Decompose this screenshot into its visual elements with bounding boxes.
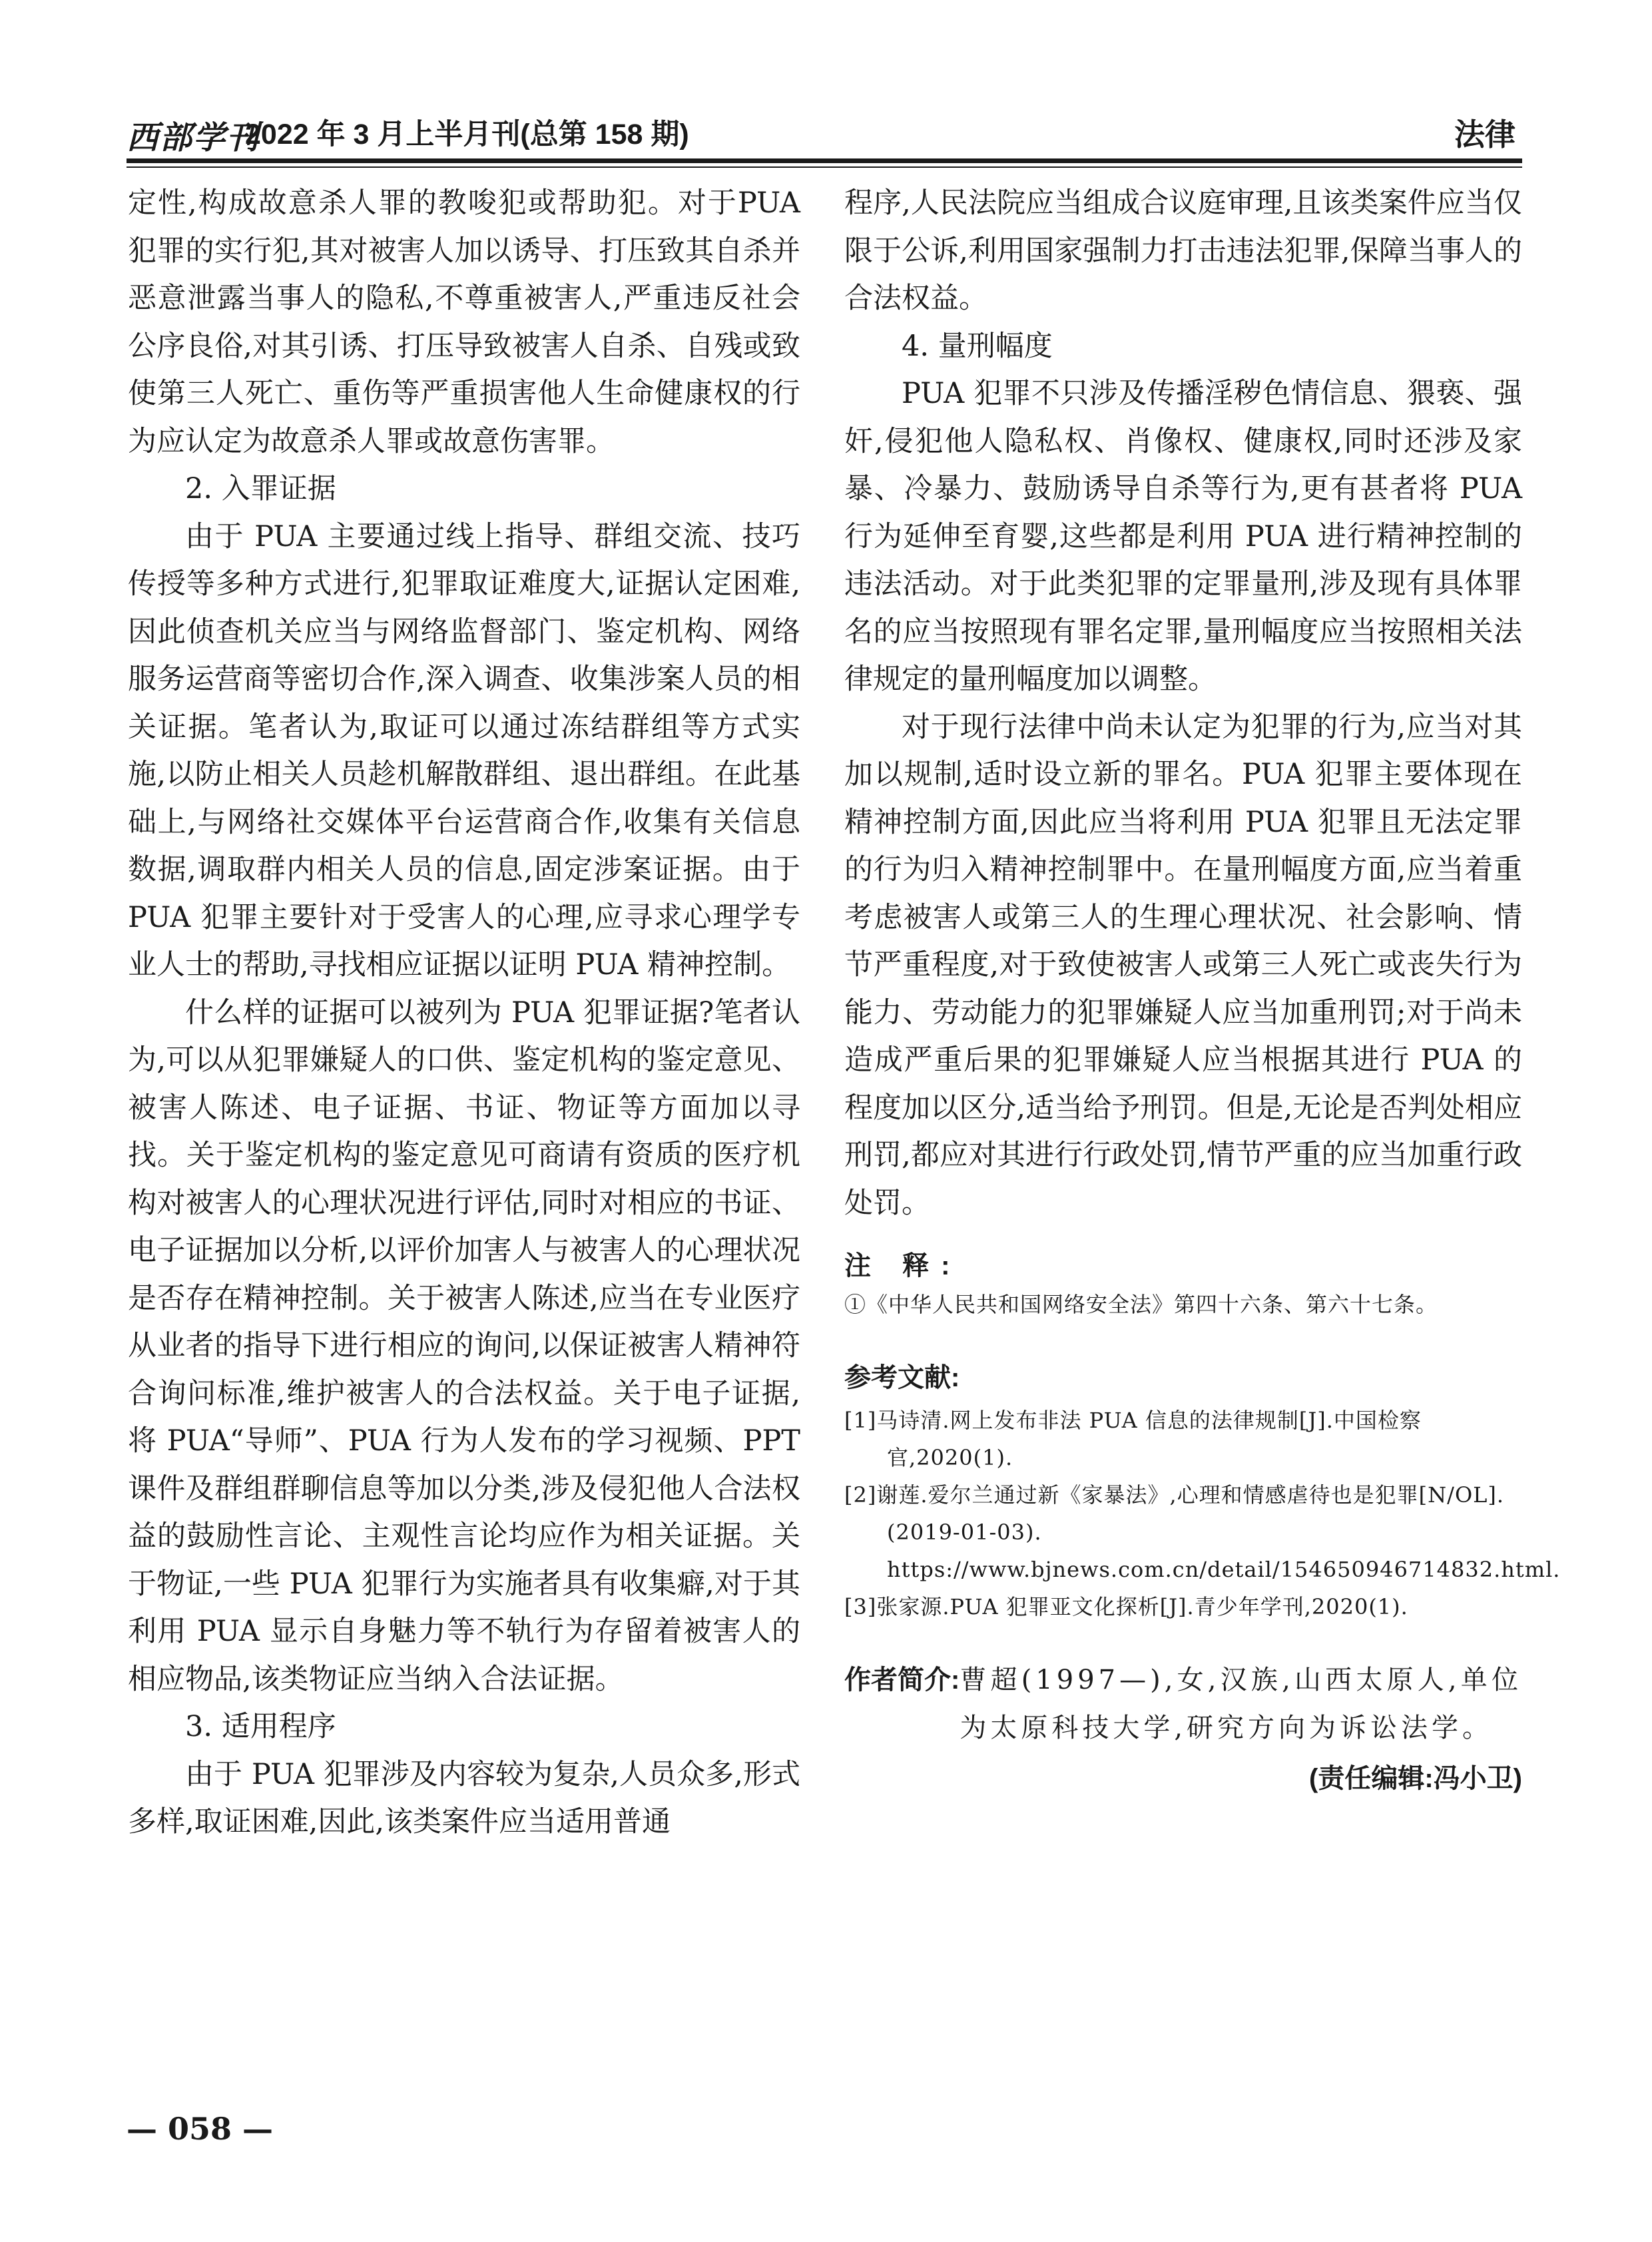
issue-info: 2022 年 3 月上半月刊(总第 158 期) bbox=[245, 119, 689, 150]
paragraph: 对于现行法律中尚未认定为犯罪的行为,应当对其加以规制,适时设立新的罪名。PUA 犯罪主要体现在精神控制方面,因此应当将利用 PUA 犯罪且无法定罪的行为归入精神控制罪中。在量刑幅度方面,应当着重考虑被害人或第三人的生理心理状况、社会影响、情节严重程度,对于致使被害人或第三人死亡或丧失行为能力、劳动能力的犯罪嫌疑人应当加重刑罚;对于尚未造成严重后果的犯罪嫌疑人应当根据其进行 PUA 的程度加以区分,适当给予刑罚。但是,无论是否判处相应刑罚,都应对其进行行政处罚,情节严重的应当加重行政处罚。 bbox=[844, 710, 1522, 1220]
paragraph: 程序,人民法院应当组成合议庭审理,且该类案件应当仅限于公诉,利用国家强制力打击违法犯罪,保障当事人的合法权益。 bbox=[844, 186, 1522, 315]
paragraph: 什么样的证据可以被列为 PUA 犯罪证据?笔者认为,可以从犯罪嫌疑人的口供、鉴定机构的鉴定意见、被害人陈述、电子证据、书证、物证等方面加以寻找。关于鉴定机构的鉴定意见可商请有资质的医疗机构对被害人的心理状况进行评估,同时对相应的书证、电子证据加以分析,以评价加害人与被害人的心理状况是否存在精神控制。关于被害人陈述,应当在专业医疗从业者的指导下进行相应的询问,以保证被害人精神符合询问标准,维护被害人的合法权益。关于电子证据,将 PUA“导师”、PUA 行为人发布的学习视频、PPT 课件及群组群聊信息等加以分类,涉及侵犯他人合法权益的鼓励性言论、主观性言论均应作为相关证据。关于物证,一些 PUA 犯罪行为实施者具有收集癖,对于其利用 PUA 显示自身魅力等不轨行为存留着被害人的相应物品,该类物证应当纳入合法证据。 bbox=[128, 995, 800, 1696]
reference-text: [3]张家源.PUA 犯罪亚文化探析[J].青少年学刊,2020(1). bbox=[844, 1594, 1408, 1619]
paragraph: 由于 PUA 犯罪涉及内容较为复杂,人员众多,形式多样,取证困难,因此,该类案件应当适用普通 bbox=[128, 1757, 800, 1838]
author-bio-label: 作者简介: bbox=[844, 1665, 960, 1695]
right-column bbox=[844, 180, 1561, 1799]
reference-text: [2]谢莲.爱尔兰通过新《家暴法》,心理和情感虐待也是犯罪[N/OL].(2019-01-03). bbox=[844, 1482, 1505, 1545]
reference-text: [1]马诗清.网上发布非法 PUA 信息的法律规制[J].中国检察官,2020(1). bbox=[844, 1408, 1422, 1470]
header-rule-thin bbox=[127, 166, 1522, 168]
notes-title: 注 释: bbox=[844, 1251, 962, 1280]
notes-section bbox=[844, 1246, 1522, 1323]
author-bio bbox=[844, 1656, 1522, 1752]
note-item: ①《中华人民共和国网络安全法》第四十六条、第六十七条。 bbox=[844, 1292, 1438, 1317]
paragraph: 由于 PUA 主要通过线上指导、群组交流、技巧传授等多种方式进行,犯罪取证难度大,证据认定困难,因此侦查机关应当与网络监督部门、鉴定机构、网络服务运营商等密切合作,深入调查、收集涉案人员的相关证据。笔者认为,取证可以通过冻结群组等方式实施,以防止相关人员趁机解散群组、退出群组。在此基础上,与网络社交媒体平台运营商合作,收集有关信息数据,调取群内相关人员的信息,固定涉案证据。由于 PUA 犯罪主要针对于受害人的心理,应寻求心理学专业人士的帮助,寻找相应证据以证明 PUA 精神控制。 bbox=[128, 519, 800, 981]
references-title: 参考文献: bbox=[844, 1363, 960, 1392]
responsible-editor: (责任编辑:冯小卫) bbox=[1309, 1764, 1522, 1793]
journal-logo: 西部学刊 bbox=[127, 119, 260, 156]
subsection-heading: 2. 入罪证据 bbox=[185, 472, 336, 505]
left-column bbox=[128, 180, 800, 1846]
page-header bbox=[0, 0, 1652, 173]
paragraph: PUA 犯罪不只涉及传播淫秽色情信息、猥亵、强奸,侵犯他人隐私权、肖像权、健康权,同时还涉及家暴、冷暴力、鼓励诱导自杀等行为,更有甚者将 PUA 行为延伸至育婴,这些都是利用 PUA 进行精神控制的违法活动。对于此类犯罪的定罪量刑,涉及现有具体罪名的应当按照现有罪名定罪,量刑幅度应当按照相关法律规定的量刑幅度加以调整。 bbox=[844, 377, 1522, 696]
header-rule-thick bbox=[127, 158, 1522, 163]
reference-item bbox=[844, 1402, 1522, 1476]
paragraph: 定性,构成故意杀人罪的教唆犯或帮助犯。对于PUA 犯罪的实行犯,其对被害人加以诱导、打压致其自杀并恶意泄露当事人的隐私,不尊重被害人,严重违反社会公序良俗,对其引诱、打压导致被害人自杀、自残或致使第三人死亡、重伤等严重损害他人生命健康权的行为应认定为故意杀人罪或故意伤害罪。 bbox=[128, 186, 800, 458]
reference-item bbox=[844, 1476, 1561, 1588]
subsection-heading: 3. 适用程序 bbox=[185, 1710, 336, 1743]
subsection-heading: 4. 量刑幅度 bbox=[902, 329, 1053, 363]
reference-url: https://www.bjnews.com.cn/detail/154650946714832.html. bbox=[887, 1557, 1561, 1582]
reference-item bbox=[844, 1588, 1522, 1625]
author-bio-text: 曹超(1997—),女,汉族,山西太原人,单位为太原科技大学,研究方向为诉讼法学。 bbox=[960, 1665, 1522, 1743]
page-number: — 058 — bbox=[127, 2111, 274, 2147]
section-label: 法律 bbox=[1454, 117, 1515, 152]
references-section bbox=[844, 1358, 1561, 1625]
